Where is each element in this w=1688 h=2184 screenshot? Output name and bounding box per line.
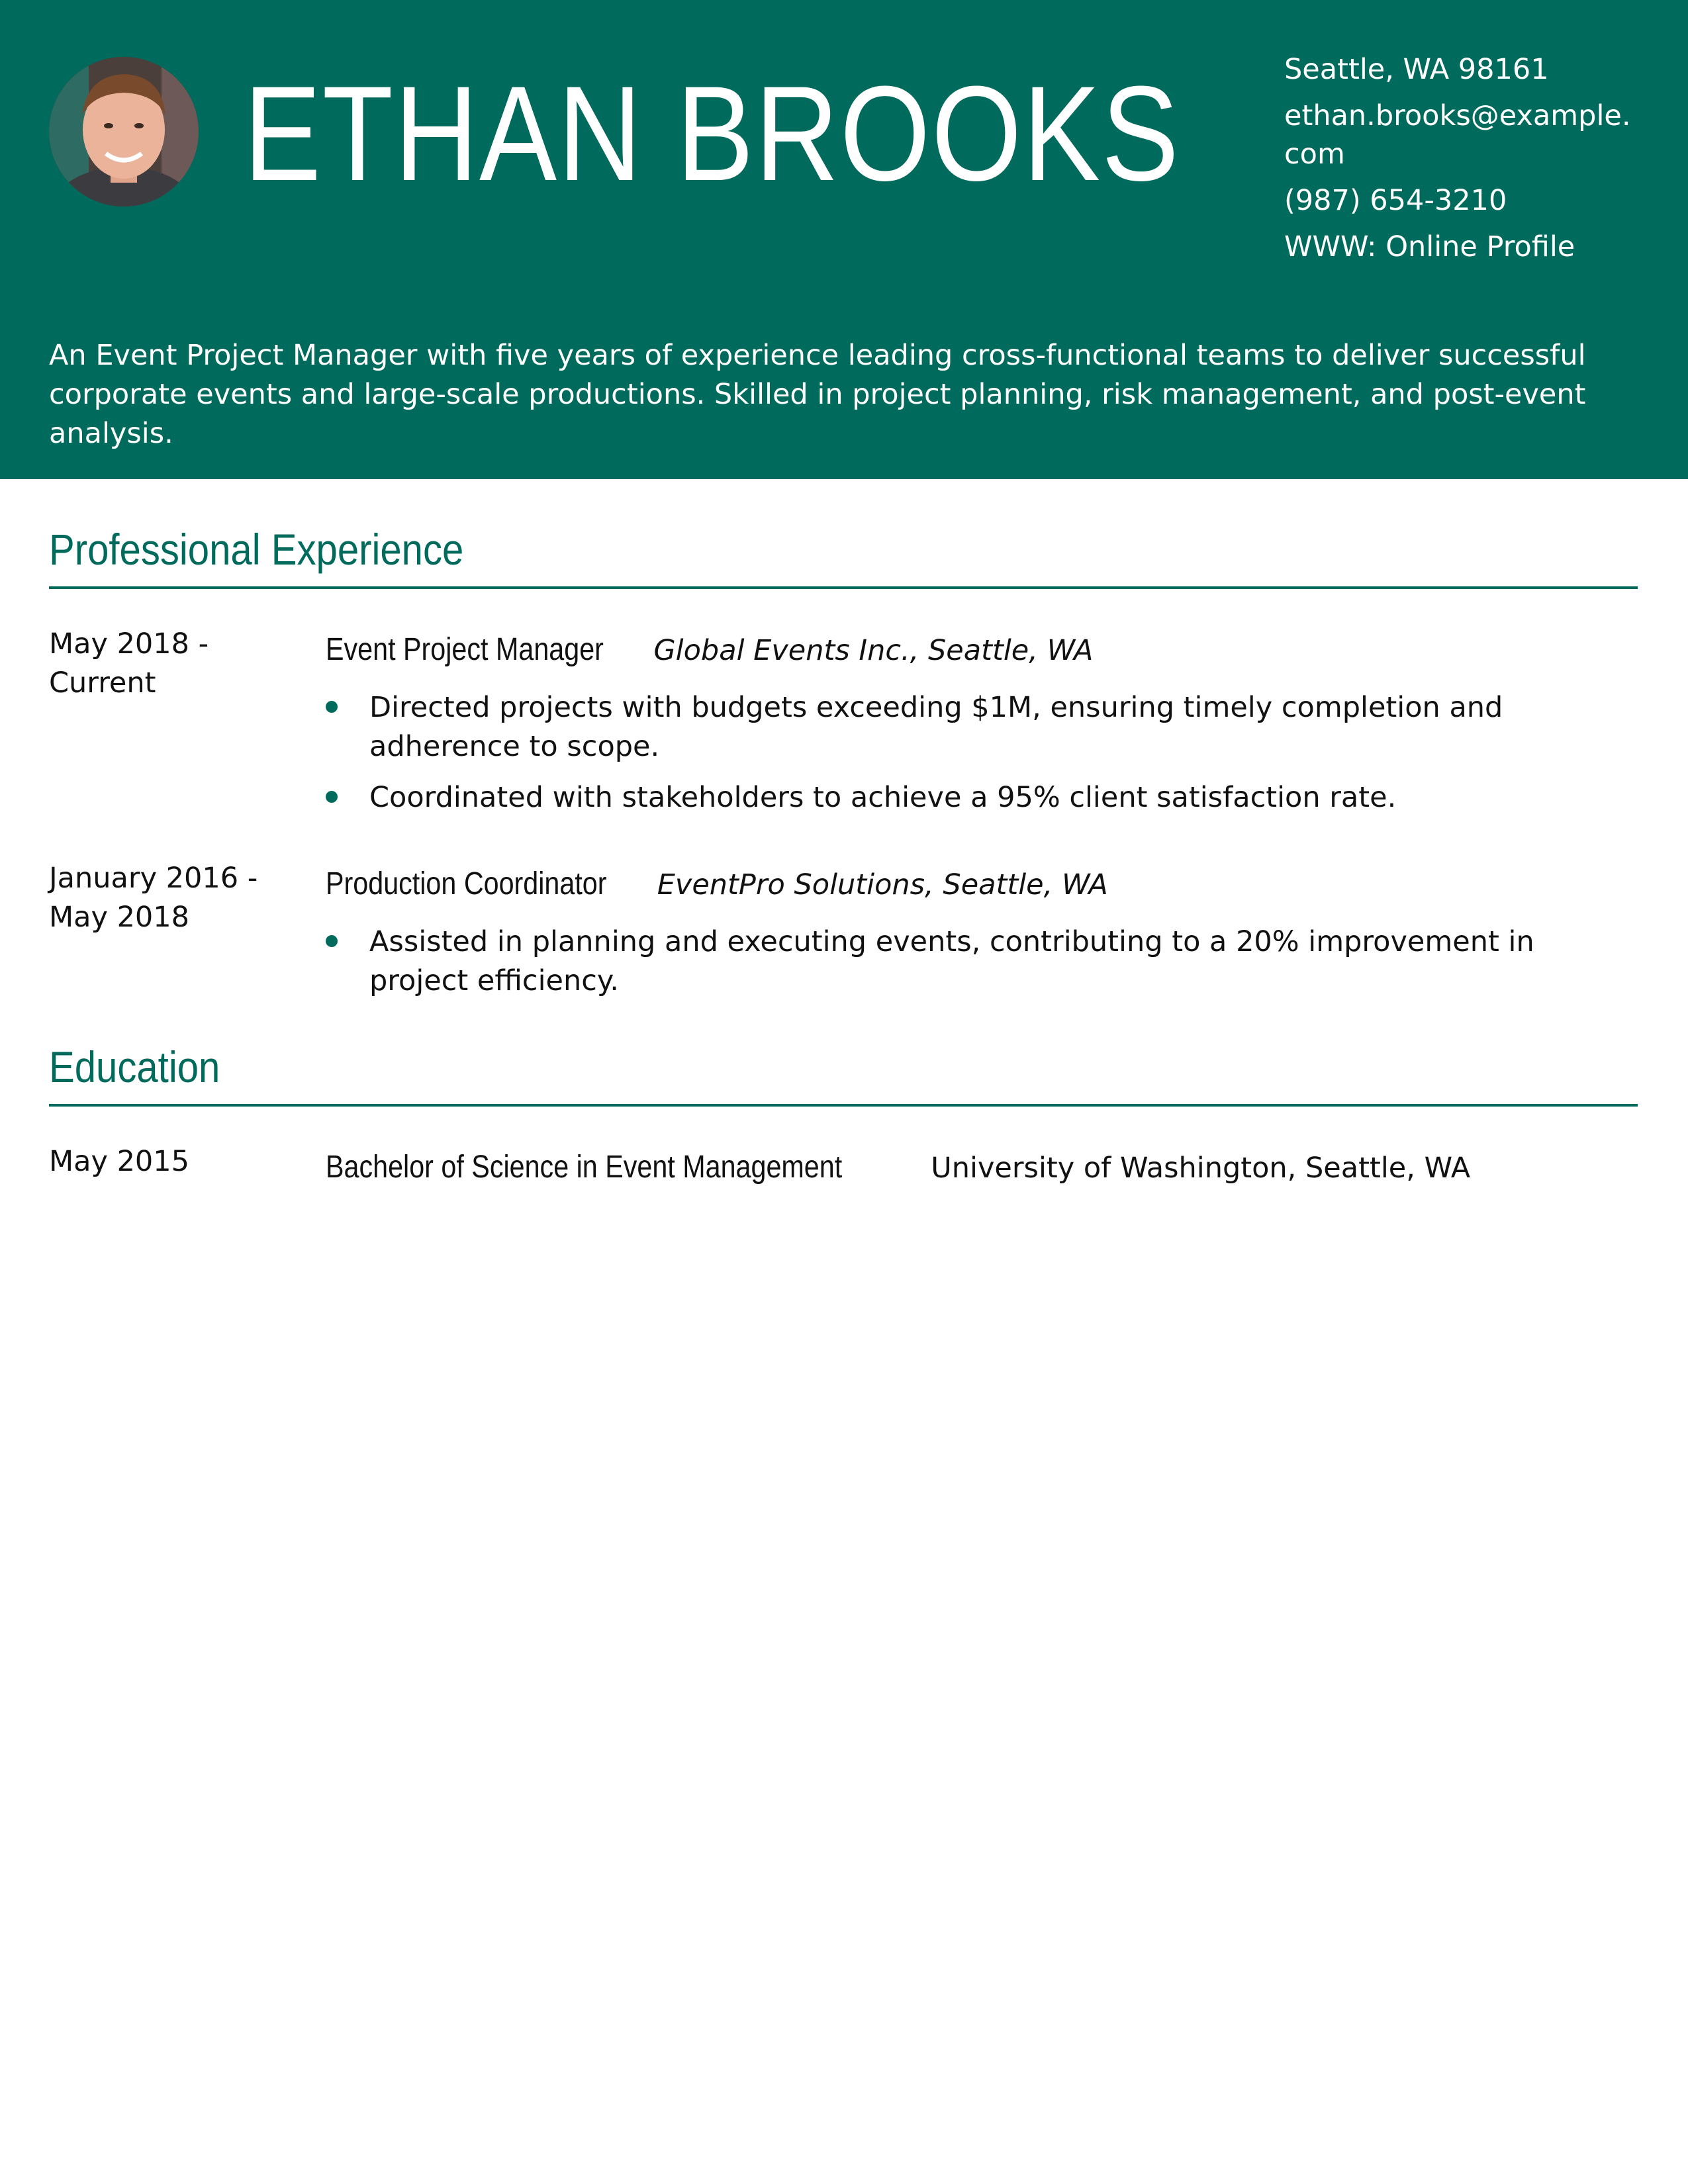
bullet-text: Coordinated with stakeholders to achieve a 95% client satisfaction rate. xyxy=(369,781,1397,814)
education-divider xyxy=(49,1104,1638,1107)
candidate-name: ETHAN BROOKS xyxy=(244,58,1180,209)
job-heading xyxy=(326,631,1093,668)
experience-section-title: Professional Experience xyxy=(49,525,464,574)
experience-divider xyxy=(49,586,1638,589)
contact-email[interactable]: ethan.brooks@example.com xyxy=(1284,99,1631,171)
education-date: May 2015 xyxy=(49,1145,189,1178)
bullet-item xyxy=(326,923,1636,1001)
job-bullets xyxy=(326,688,1636,829)
bullet-dot-icon xyxy=(326,935,338,947)
job-title: Event Project Manager xyxy=(326,632,604,667)
degree-title: Bachelor of Science in Event Management xyxy=(326,1150,843,1185)
professional-summary: An Event Project Manager with five years of experience leading cross-functional teams to deliver successful corporate events and large-scale productions. Skilled in project planning, risk management, and post-event analysis. xyxy=(49,339,1586,450)
job-date: January 2016 - May 2018 xyxy=(49,862,258,934)
school-name: University of Washington, Seattle, WA xyxy=(931,1152,1471,1185)
resume-header xyxy=(0,0,1688,479)
job-bullets xyxy=(326,923,1636,1013)
job-heading xyxy=(326,866,1108,902)
job-organization: Global Events Inc., Seattle, WA xyxy=(653,634,1094,667)
bullet-item xyxy=(326,778,1636,817)
contact-website-link[interactable]: WWW: Online Profile xyxy=(1284,230,1575,263)
job-organization: EventPro Solutions, Seattle, WA xyxy=(657,868,1108,901)
bullet-dot-icon xyxy=(326,791,338,803)
bullet-text: Assisted in planning and executing events, contributing to a 20% improvement in project efficiency. xyxy=(369,925,1534,997)
education-heading xyxy=(326,1149,1470,1185)
job-date: May 2018 - Current xyxy=(49,627,209,700)
bullet-item xyxy=(326,688,1636,766)
contact-block xyxy=(1284,50,1642,274)
avatar-portrait-icon xyxy=(49,57,199,206)
contact-phone[interactable]: (987) 654-3210 xyxy=(1284,184,1507,217)
education-section-title: Education xyxy=(49,1042,220,1091)
profile-photo xyxy=(49,57,199,206)
job-title: Production Coordinator xyxy=(326,866,607,901)
bullet-dot-icon xyxy=(326,701,338,713)
contact-location: Seattle, WA 98161 xyxy=(1284,53,1549,86)
bullet-text: Directed projects with budgets exceeding $1M, ensuring timely completion and adherence to scope. xyxy=(369,691,1503,763)
